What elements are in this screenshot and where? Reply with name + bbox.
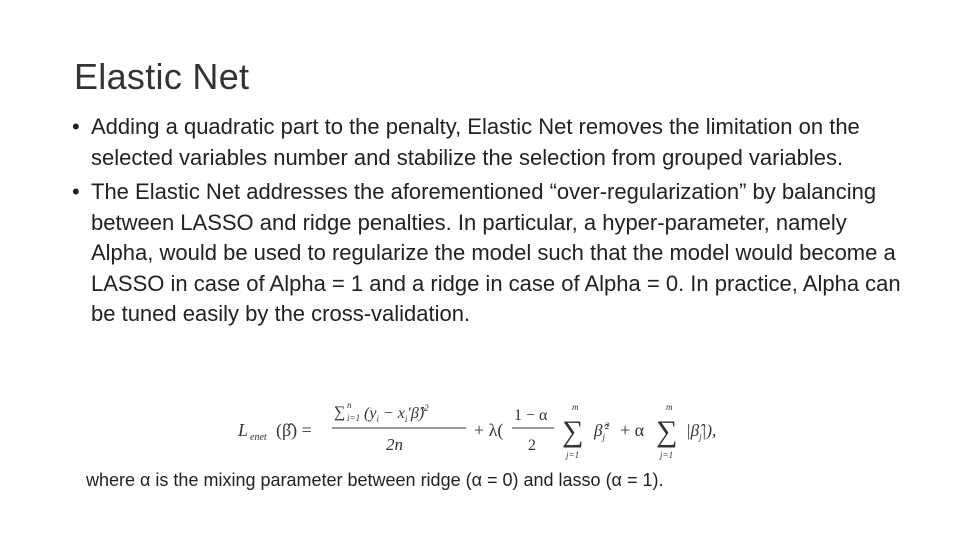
formula-plus-lambda: + λ(	[474, 420, 504, 440]
formula-denominator-2: 2	[528, 437, 536, 454]
formula-svg	[236, 400, 736, 466]
formula-sum2-symbol: ∑	[562, 415, 584, 448]
formula-numerator-1: ($y_i$ − $x_i'\betâ)^2$	[364, 403, 429, 424]
formula-sum3-symbol: ∑	[656, 415, 678, 448]
formula-lhs-arg: (β̂) =	[276, 420, 312, 440]
formula-denominator-1: 2n	[386, 435, 403, 454]
formula-caption: where α is the mixing parameter between ridge (α = 0) and lasso (α = 1).	[86, 470, 664, 490]
formula-numerator-2: 1 − α	[514, 407, 548, 424]
bullet-item-penalty: • Adding a quadratic part to the penalty, Elastic Net removes the limitation on the selected variables number and stabilize the selection from grouped variables.	[72, 112, 902, 173]
formula-sum3-upper: m	[666, 402, 673, 412]
formula-sum1-symbol: ∑	[334, 404, 346, 421]
formula-sum1-upper: n	[347, 400, 352, 410]
formula-sum3-lower: j=1	[660, 450, 674, 460]
formula-lhs-sub: enet	[250, 432, 267, 443]
formula-beta-squared: $\betâ_j^2$	[594, 421, 610, 442]
bullet-list	[72, 112, 902, 334]
formula-sum2-upper: m	[572, 402, 579, 412]
formula-lhs: L	[238, 420, 249, 440]
slide-title: Elastic Net	[74, 56, 250, 97]
formula-beta-abs: $|\betâ_j|$),	[686, 421, 717, 442]
formula-sum2-lower: j=1	[566, 450, 580, 460]
elastic-net-formula	[236, 400, 736, 466]
formula-plus-alpha: + α	[620, 420, 645, 440]
bullet-item-balancing: • The Elastic Net addresses the aforementioned “over-regularization” by balancing between LASSO and ridge penalties. In particular, a hyper-parameter, namely Alpha, would be used to regularize the model such that the model would become a LASSO in case of Alpha = 1 and a ridge in case of Alpha = 0. In practice, Alpha can be tuned easily by the cross-validation.	[72, 177, 902, 330]
formula-sum1-lower: i=1	[347, 413, 361, 423]
